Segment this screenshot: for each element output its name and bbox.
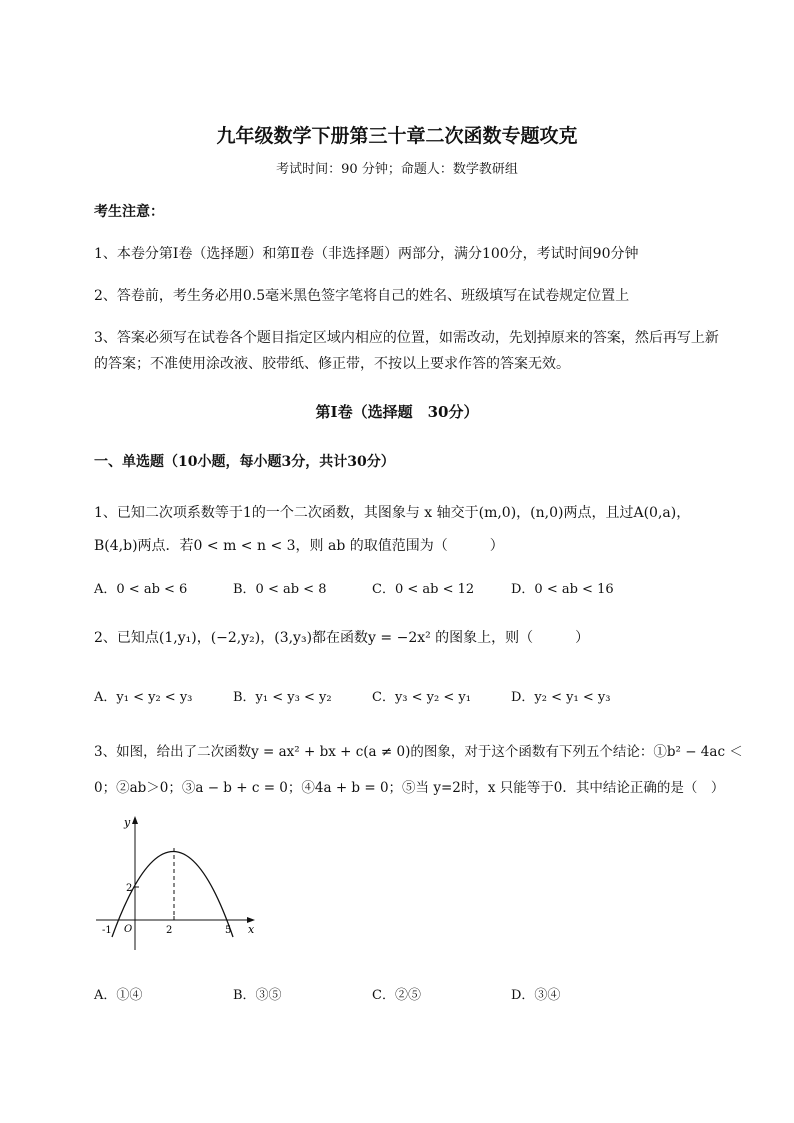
tick-label-5: 5 bbox=[225, 925, 232, 936]
x-label: x bbox=[248, 923, 255, 936]
question-3-option-c: C．②⑤ bbox=[372, 988, 421, 1003]
tick-label-minus1: -1 bbox=[102, 925, 112, 936]
question-2-line-1: 2、已知点(1,y₁)，(−2,y₂)，(3,y₃)都在函数y = −2x² 的图象上，则（ ） bbox=[94, 630, 590, 646]
y-label: y bbox=[124, 816, 131, 829]
notice-heading: 考生注意： bbox=[94, 204, 164, 220]
question-1-line-1: 1、已知二次项系数等于1的一个二次函数，其图象与 x 轴交于(m,0)，(n,0)两点，且过A(0,a)， bbox=[94, 505, 691, 521]
question-1-option-c: C．0 < ab < 12 bbox=[372, 582, 475, 597]
question-2-option-a: A．y₁ < y₂ < y₃ bbox=[94, 690, 193, 705]
question-1-option-d: D．0 < ab < 16 bbox=[511, 582, 614, 597]
question-3-line-1: 3、如图，给出了二次函数y = ax² + bx + c(a ≠ 0)的图象，对于这个函数有下列五个结论：①b² − 4ac ＜ bbox=[94, 744, 743, 760]
page-title: 九年级数学下册第三十章二次函数专题攻克 bbox=[216, 125, 578, 147]
origin-label: O bbox=[124, 924, 133, 935]
part-heading: 一、单选题（10小题，每小题3分，共计30分） bbox=[94, 454, 395, 470]
section-title: 第Ⅰ卷（选择题 30分） bbox=[315, 403, 479, 421]
question-3-option-d: D．③④ bbox=[511, 988, 561, 1003]
notice-item-2: 2、答卷前，考生务必用0.5毫米黑色签字笔将自己的姓名、班级填写在试卷规定位置上 bbox=[94, 288, 630, 304]
notice-item-1: 1、本卷分第Ⅰ卷（选择题）和第Ⅱ卷（非选择题）两部分，满分100分，考试时间90分钟 bbox=[94, 246, 639, 262]
notice-item-3: 3、答案必须写在试卷各个题目指定区域内相应的位置，如需改动，先划掉原来的答案，然后再写上新 bbox=[94, 330, 719, 346]
notice-item-3-cont: 的答案；不准使用涂改液、胶带纸、修正带，不按以上要求作答的答案无效。 bbox=[94, 356, 570, 372]
exam-info: 考试时间：90 分钟；命题人：数学教研组 bbox=[276, 162, 518, 177]
question-2-option-b: B．y₁ < y₃ < y₂ bbox=[233, 690, 332, 705]
question-1-option-b: B．0 < ab < 8 bbox=[233, 582, 327, 597]
question-1-option-a: A．0 < ab < 6 bbox=[94, 582, 188, 597]
question-3-option-b: B．③⑤ bbox=[233, 988, 282, 1003]
tick-label-x2: 2 bbox=[166, 925, 173, 936]
question-3-option-a: A．①④ bbox=[94, 988, 143, 1003]
y-axis-arrow bbox=[132, 816, 138, 824]
question-2-option-c: C．y₃ < y₂ < y₁ bbox=[372, 690, 471, 705]
question-1-line-2: B(4,b)两点．若0 < m < n < 3，则 ab 的取值范围为（ ） bbox=[94, 538, 504, 554]
question-3-line-2: 0；②ab＞0；③a − b + c = 0；④4a + b = 0；⑤当 y=2时，x 只能等于0．其中结论正确的是（ ） bbox=[94, 780, 725, 796]
tick-label-y2: 2 bbox=[126, 883, 133, 894]
question-2-option-d: D．y₂ < y₁ < y₃ bbox=[511, 690, 611, 705]
parabola-graph bbox=[90, 812, 260, 954]
